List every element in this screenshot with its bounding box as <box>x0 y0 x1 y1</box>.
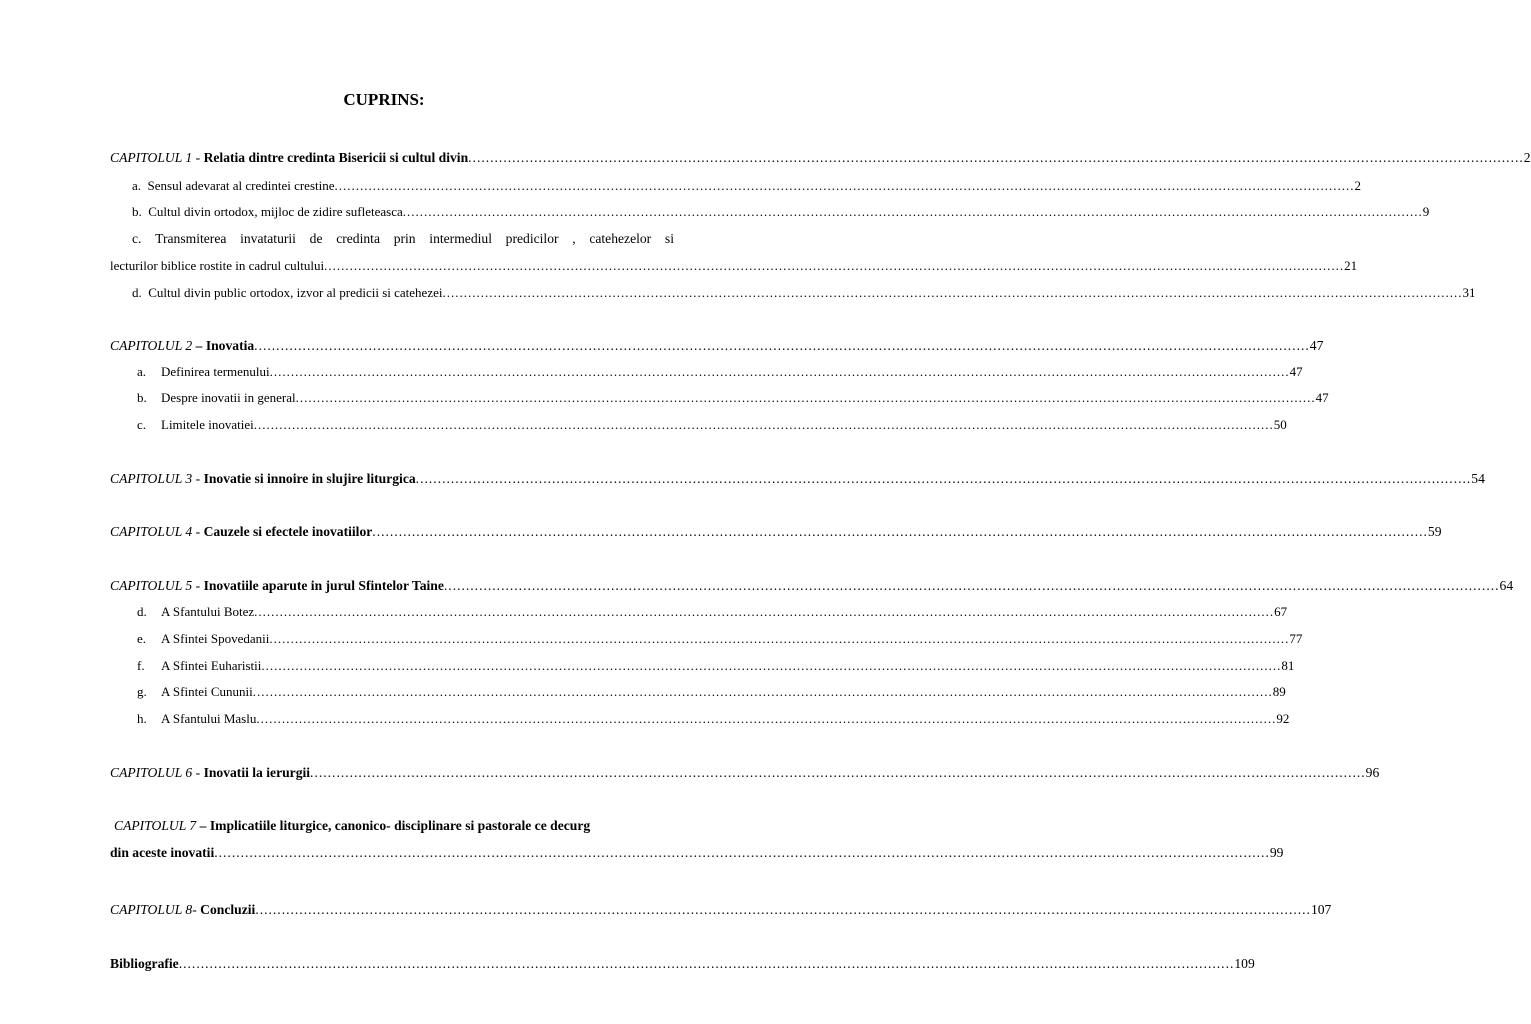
dot-leader <box>310 764 1366 782</box>
chapter-title: Inovatia <box>205 338 255 353</box>
chapter-label: CAPITOLUL 4 <box>110 524 193 539</box>
item-letter: d. <box>132 285 142 300</box>
dot-leader <box>254 337 1310 355</box>
page-number: 47 <box>1309 338 1324 353</box>
page-number: 81 <box>1281 658 1295 673</box>
dot-leader <box>324 257 1344 275</box>
item-text: A Sfintei Spovedanii <box>161 631 270 646</box>
item-text: Limitele inovatiei <box>161 417 254 432</box>
item-letter: a. <box>132 178 142 193</box>
toc-entry-chapter-4 <box>110 523 1442 541</box>
dot-leader <box>442 284 1462 302</box>
item-letter: c. <box>137 417 147 432</box>
chapter-title: Inovatii la ierurgii <box>203 765 311 780</box>
item-letter: e. <box>137 631 147 646</box>
chapter-separator: - <box>192 524 204 539</box>
toc-entry-chapter-7-line1 <box>114 817 590 835</box>
item-letter: h. <box>137 711 147 726</box>
toc-entry-chapter-2 <box>110 337 1324 355</box>
toc-entry-2c <box>137 416 1287 434</box>
toc-entry-1a <box>132 177 1362 195</box>
page-number: 50 <box>1273 417 1287 432</box>
page-title: CUPRINS: <box>343 90 425 109</box>
chapter-title: Concluzii <box>200 902 256 917</box>
chapter-title: Cauzele si efectele inovatiilor <box>203 524 373 539</box>
dot-leader <box>254 416 1274 434</box>
page-number: 89 <box>1272 684 1286 699</box>
dot-leader <box>468 149 1524 167</box>
item-letter: b. <box>137 390 147 405</box>
page-number: 31 <box>1462 285 1476 300</box>
chapter-label: CAPITOLUL 7 <box>114 818 197 833</box>
dot-leader <box>335 177 1355 195</box>
item-text: Transmiterea invataturii de credinta prin intermediul predicilor , catehezelor si <box>155 231 674 246</box>
dot-leader <box>179 955 1235 973</box>
page-number: 67 <box>1274 604 1288 619</box>
toc-entry-bibliography <box>110 955 1255 973</box>
toc-entry-1d <box>132 284 1476 302</box>
chapter-label: CAPITOLUL 5 <box>110 578 193 593</box>
item-letter: d. <box>137 604 147 619</box>
chapter-separator: – <box>192 338 206 353</box>
toc-entry-5f <box>137 657 1295 675</box>
toc-entry-5e <box>137 630 1303 648</box>
toc-entry-chapter-6 <box>110 764 1380 782</box>
dot-leader <box>269 630 1289 648</box>
chapter-separator: - <box>192 471 204 486</box>
page-number: 47 <box>1315 390 1329 405</box>
toc-entry-chapter-7-line2 <box>110 844 1284 862</box>
dot-leader <box>403 203 1423 221</box>
chapter-title: Relatia dintre credinta Bisericii si cultul divin <box>203 150 469 165</box>
chapter-label: CAPITOLUL 8 <box>110 902 193 917</box>
toc-entry-5h <box>137 710 1290 728</box>
item-letter: a. <box>137 364 147 379</box>
chapter-label: CAPITOLUL 1 <box>110 150 193 165</box>
toc-entry-1c-line2 <box>110 257 1358 275</box>
chapter-label: CAPITOLUL 6 <box>110 765 193 780</box>
page-number: 21 <box>1344 258 1358 273</box>
page-number: 96 <box>1365 765 1380 780</box>
item-text: Sensul adevarat al credintei crestine <box>147 178 335 193</box>
item-letter: c. <box>132 231 142 246</box>
item-text: A Sfintei Euharistii <box>161 658 262 673</box>
dot-leader <box>256 710 1276 728</box>
item-text: Cultul divin public ortodox, izvor al predicii si catehezei <box>148 285 443 300</box>
toc-entry-2b <box>137 389 1329 407</box>
chapter-title-continued: din aceste inovatii <box>110 845 215 860</box>
page-number: 47 <box>1289 364 1303 379</box>
dot-leader <box>255 901 1311 919</box>
item-letter: f. <box>137 658 145 673</box>
bibliography-title: Bibliografie <box>110 956 179 971</box>
page-number: 77 <box>1289 631 1303 646</box>
page-number: 59 <box>1427 524 1442 539</box>
page-number: 2 <box>1354 178 1362 193</box>
toc-entry-2a <box>137 363 1303 381</box>
item-text: A Sfantului Maslu <box>161 711 257 726</box>
page-number: 109 <box>1234 956 1255 971</box>
item-text: Definirea termenului <box>161 364 270 379</box>
item-text: Despre inovatii in general <box>161 390 296 405</box>
toc-entry-1c-line1 <box>132 230 674 248</box>
toc-entry-chapter-8 <box>110 901 1332 919</box>
dot-leader <box>270 363 1290 381</box>
item-letter: g. <box>137 684 147 699</box>
page-number: 92 <box>1276 711 1290 726</box>
toc-entry-1b <box>132 203 1430 221</box>
page-number: 99 <box>1269 845 1284 860</box>
item-letter: b. <box>132 204 142 219</box>
chapter-label: CAPITOLUL 2 <box>110 338 193 353</box>
dot-leader <box>261 657 1281 675</box>
item-text: A Sfantului Botez <box>161 604 255 619</box>
dot-leader <box>372 523 1428 541</box>
page-number: 9 <box>1422 204 1430 219</box>
page-number: 54 <box>1471 471 1485 486</box>
dot-leader <box>253 683 1273 701</box>
chapter-title: Implicatiile liturgice, canonico- disciplinare si pastorale ce decurg <box>209 818 591 833</box>
dot-leader <box>214 844 1270 862</box>
toc-entry-5d <box>137 603 1288 621</box>
chapter-separator: – <box>196 818 210 833</box>
dot-leader <box>296 389 1316 407</box>
toc-entry-5g <box>137 683 1286 701</box>
page-number: 64 <box>1499 578 1514 593</box>
page-number: 107 <box>1310 902 1332 917</box>
page-number: 2 <box>1523 150 1531 165</box>
dot-leader <box>254 603 1274 621</box>
item-text: A Sfintei Cununii <box>161 684 253 699</box>
chapter-title: Inovatiile aparute in jurul Sfintelor Taine <box>203 578 444 593</box>
chapter-separator: - <box>192 150 204 165</box>
toc-entry-chapter-3 <box>110 470 1485 488</box>
chapter-label: CAPITOLUL 3 <box>110 471 193 486</box>
dot-leader <box>416 470 1472 488</box>
chapter-separator: - <box>192 578 204 593</box>
item-text: lecturilor biblice rostite in cadrul cultului <box>110 258 325 273</box>
item-text: Cultul divin ortodox, mijloc de zidire sufleteasca <box>148 204 403 219</box>
chapter-separator: - <box>192 902 201 917</box>
dot-leader <box>444 577 1500 595</box>
chapter-title: Inovatie si innoire in slujire liturgica <box>203 471 416 486</box>
toc-entry-chapter-1 <box>110 149 1531 167</box>
chapter-separator: - <box>192 765 204 780</box>
toc-entry-chapter-5 <box>110 577 1514 595</box>
